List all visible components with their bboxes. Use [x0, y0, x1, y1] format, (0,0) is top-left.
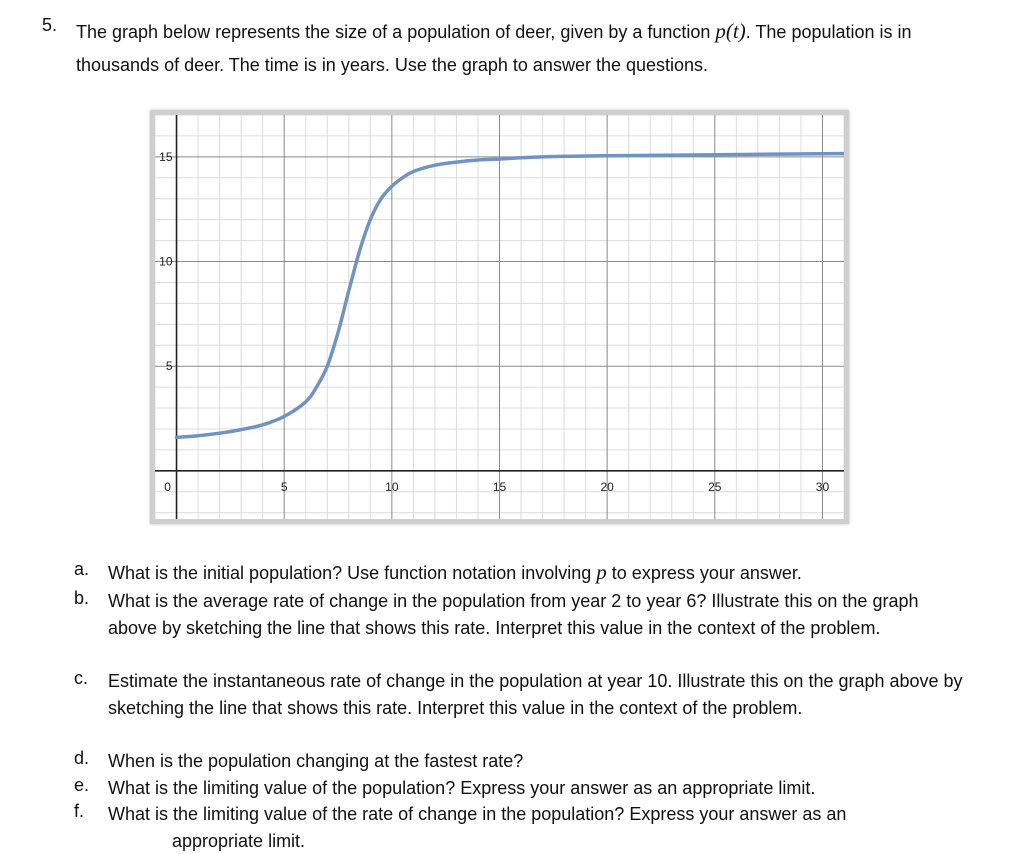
- part-text: Estimate the instantaneous rate of change in the population at year 10. Illustrate this on the graph above by sketching the line that shows this rate. Interpret this value in the context of the problem.: [108, 671, 963, 718]
- question-number: 5.: [42, 15, 58, 35]
- x-tick-label: 25: [708, 479, 722, 494]
- x-tick-label: 30: [815, 479, 830, 494]
- function-notation: p(t): [715, 19, 746, 43]
- part-a-text-after: to express your answer.: [606, 563, 802, 583]
- part-text: [108, 559, 968, 587]
- y-tick-label: 15: [159, 149, 173, 164]
- part-label: d.: [74, 748, 90, 768]
- part-label: a.: [74, 559, 90, 579]
- part-label: e.: [74, 775, 90, 795]
- population-graph: [155, 115, 844, 519]
- x-tick-label: 10: [385, 479, 399, 494]
- part-text: What is the limiting value of the population? Express your answer as an appropriate limit.: [108, 778, 816, 798]
- part-text: What is the average rate of change in the population from year 2 to year 6? Illustrate this on the graph above by sketching the line that shows this rate. Interpret this value in the context of the problem.: [108, 591, 919, 638]
- x-tick-label: 0: [164, 479, 171, 494]
- y-tick-label: 5: [165, 359, 173, 374]
- part-a-text-before: What is the initial population? Use function notation involving: [108, 563, 597, 583]
- x-tick-label: 15: [492, 479, 507, 494]
- y-tick-label: 10: [159, 254, 173, 269]
- part-label: f.: [74, 801, 85, 821]
- question-intro: [76, 15, 976, 82]
- intro-text-before: The graph below represents the size of a population of deer, given by a function: [76, 22, 716, 42]
- intro-text-after: . The population is in thousands of deer. The time is in years. Use the graph to answer the questions.: [76, 22, 912, 75]
- part-f-text: What is the limiting value of the rate of change in the population? Express your answer as an: [108, 804, 847, 824]
- part-label: c.: [74, 668, 89, 688]
- x-tick-label: 20: [600, 479, 614, 494]
- part-text: When is the population changing at the fastest rate?: [108, 751, 524, 771]
- function-name: p: [596, 560, 607, 584]
- part-text: [108, 801, 968, 854]
- part-f-text-last: appropriate limit.: [172, 830, 306, 851]
- graph-frame: [150, 110, 849, 524]
- x-tick-label: 5: [280, 479, 288, 494]
- part-label: b.: [74, 588, 90, 608]
